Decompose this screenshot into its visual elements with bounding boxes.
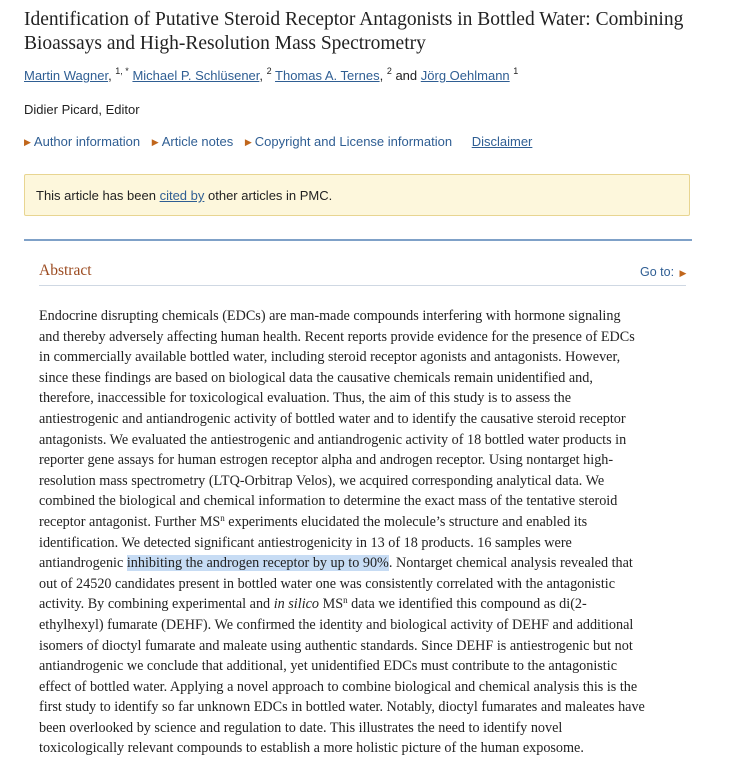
abstract-line: isomers of dioctyl fumarate and maleate using authentic standards. Since DEHF is antiestrogenic but not [39,637,633,654]
superscript: n [220,512,225,523]
abstract-line: antagonists. We evaluated the antiestrogenic and antiandrogenic activity of 18 bottled water products in [39,431,627,448]
triangle-right-icon: ▶ [679,268,687,278]
text-run: data we identified this compound as di(2- [347,596,587,613]
author-link[interactable]: Martin Wagner [24,68,109,83]
article-title: Identification of Putative Steroid Receptor Antagonists in Bottled Water: Combining Bioassays and High-Resolution Mass Spectrometry [24,9,684,54]
abstract-line: first study to identify so far unknown EDCs in bottled water. Notably, dioctyl fumarates and maleates have [39,699,645,716]
abstract-divider [39,285,686,286]
text-run: receptor antagonist. Further MS [39,513,221,530]
cited-by-notice [24,174,690,216]
abstract-line: out of 24520 candidates present in bottled water one was consistently correlated with the antagonistic [39,575,616,592]
disclaimer-link[interactable]: Disclaimer [471,134,533,149]
article-notes-toggle[interactable] [152,134,233,149]
abstract-line: toxicologically relevant compounds to establish a more holistic picture of the human exposome. [39,740,584,757]
author-affiliation: 1 [513,66,519,76]
abstract-text [39,306,689,759]
abstract-line [39,553,689,574]
editor-line: Didier Picard, Editor [24,102,140,117]
abstract-line: effect of bottled water. Applying a novel approach to combine biological and chemical analysis this is the [39,678,638,695]
authors-conjunction: and [395,68,418,83]
notice-text: other articles in PMC. [204,188,333,203]
abstract-line: Endocrine disrupting chemicals (EDCs) are man-made compounds interfering with hormone signaling [39,308,621,324]
copyright-license-toggle[interactable] [245,134,452,149]
toggle-label: Author information [33,134,141,149]
triangle-right-icon: ▶ [244,137,252,147]
abstract-line: resolution mass spectrometry (LTQ-Orbitrap Velos), we acquired corresponding analytical data. We [39,472,605,489]
abstract-line: reporter gene assays for human estrogen receptor alpha and androgen receptor. Using nontarget high- [39,452,614,469]
toggle-label: Article notes [161,134,234,149]
author-affiliation: 2 [266,66,272,76]
text-run: . Nontarget chemical analysis revealed that [388,555,633,572]
author-link[interactable]: Thomas A. Ternes [275,68,380,83]
abstract-line [39,594,689,615]
author-affiliation: 2 [386,66,392,76]
triangle-right-icon: ▶ [24,137,31,147]
article-meta-links [24,134,532,149]
author-affiliation: 1, * [115,66,129,76]
abstract-line: since these findings are based on biological data the causative chemicals remain unidentified and, [39,369,593,386]
author-link[interactable]: Jörg Oehlmann [420,68,510,83]
text-run: MS [319,596,344,613]
abstract-line [39,512,689,533]
author-information-toggle[interactable] [24,134,140,149]
abstract-heading: Abstract [39,262,92,279]
abstract-line: therefore, inaccessible for toxicological evaluation. Thus, the aim of this study is to assess the [39,390,572,407]
abstract-line: combined the biological and chemical information to determine the exact mass of the tentative steroid [39,493,618,510]
cited-by-link[interactable]: cited by [159,188,205,203]
section-divider [24,239,692,241]
abstract-line: identification. We detected significant antiestrogenicity in 13 of 18 products. 16 samples were [39,534,572,551]
superscript: n [343,595,348,606]
abstract-line: antiestrogenic and antiandrogenic activity of bottled water and to identify the causative steroid receptor [39,410,626,427]
abstract-line: been overlooked by science and regulation to date. This illustrates the need to identify novel [39,719,563,736]
abstract-line: antiandrogenic we conclude that additional, yet unidentified EDCs must contribute to the antagonistic [39,658,617,675]
toggle-label: Copyright and License information [254,134,453,149]
text-run: activity. By combining experimental and [39,596,274,613]
selected-text[interactable]: inhibiting the androgen receptor by up to 90% [126,555,389,572]
side-margin-mark [0,62,6,92]
goto-label: Go to: [640,265,675,279]
text-run: experiments elucidated the molecule’s structure and enabled its [224,513,588,530]
notice-text: This article has been [36,188,160,203]
goto-menu-button[interactable] [640,265,686,279]
abstract-line: in commercially available bottled water, including steroid receptor agonists and antagonists. However, [39,349,621,366]
triangle-right-icon: ▶ [151,137,159,147]
abstract-line: ethylhexyl) fumarate (DEHF). We confirmed the identity and biological activity of DEHF and additional [39,616,634,633]
author-link[interactable]: Michael P. Schlüsener [132,68,260,83]
abstract-line: and thereby adversely affecting human health. Recent reports provide evidence for the presence of EDCs [39,328,635,345]
text-run: antiandrogenic [39,555,127,572]
italic-text: in silico [273,596,320,613]
author-list: Martin Wagner, $^{1, *}$ Michael P. Schlüsener, $^2$ Thomas A. Ternes, $^2$ and Jörg Oehlmann $^1$ [24,66,519,83]
